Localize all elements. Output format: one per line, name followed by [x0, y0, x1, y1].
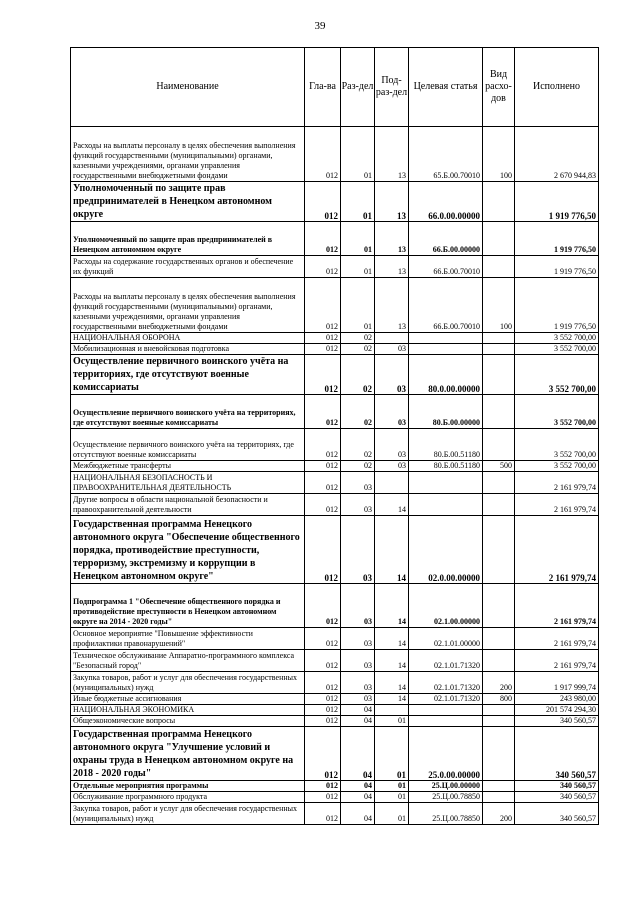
- row-name: Основное мероприятие "Повышение эффективности профилактики правонарушений": [71, 628, 305, 650]
- header-executed: Исполнено: [515, 48, 599, 127]
- row-target: 02.0.00.00000: [409, 516, 483, 584]
- header-section: Раз-дел: [341, 48, 375, 127]
- table-row: [71, 395, 599, 429]
- row-section: 04: [341, 792, 375, 803]
- row-name: Расходы на выплаты персоналу в целях обеспечения выполнения функций государственными (муниципальными) органами, казенными учреждениями, органами управления государственными внебюджетными фондами: [71, 278, 305, 333]
- row-amount: 2 161 979,74: [515, 584, 599, 628]
- row-chapter: 012: [305, 781, 341, 792]
- row-chapter: 012: [305, 344, 341, 355]
- row-chapter: 012: [305, 429, 341, 461]
- table-row: [71, 584, 599, 628]
- row-section: 02: [341, 395, 375, 429]
- table-row: [71, 628, 599, 650]
- row-name: Техническое обслуживание Аппаратно-программного комплекса "Безопасный город": [71, 650, 305, 672]
- row-amount: 340 560,57: [515, 781, 599, 792]
- row-chapter: 012: [305, 182, 341, 222]
- table-row: [71, 716, 599, 727]
- row-target: 65.Б.00.70010: [409, 127, 483, 182]
- table-row: [71, 516, 599, 584]
- row-expense-type: 100: [483, 127, 515, 182]
- row-name: Общеэкономические вопросы: [71, 716, 305, 727]
- row-subsection: 14: [375, 494, 409, 516]
- row-section: 03: [341, 694, 375, 705]
- table-row: [71, 333, 599, 344]
- row-section: 04: [341, 716, 375, 727]
- row-chapter: 012: [305, 355, 341, 395]
- row-expense-type: [483, 472, 515, 494]
- row-target: 66.Б.00.70010: [409, 278, 483, 333]
- row-amount: 201 574 294,30: [515, 705, 599, 716]
- row-subsection: 13: [375, 278, 409, 333]
- row-chapter: 012: [305, 222, 341, 256]
- row-amount: 1 919 776,50: [515, 256, 599, 278]
- row-target: [409, 716, 483, 727]
- row-name: НАЦИОНАЛЬНАЯ ОБОРОНА: [71, 333, 305, 344]
- row-subsection: 01: [375, 727, 409, 781]
- table-row: [71, 803, 599, 825]
- table-row: [71, 278, 599, 333]
- row-subsection: 13: [375, 222, 409, 256]
- row-subsection: 14: [375, 516, 409, 584]
- row-amount: 1 919 776,50: [515, 222, 599, 256]
- row-target: 02.1.01.71320: [409, 694, 483, 705]
- row-subsection: 13: [375, 182, 409, 222]
- row-target: 80.Б.00.00000: [409, 395, 483, 429]
- row-chapter: 012: [305, 333, 341, 344]
- row-chapter: 012: [305, 628, 341, 650]
- row-section: 03: [341, 650, 375, 672]
- row-name: Расходы на содержание государственных органов и обеспечение их функций: [71, 256, 305, 278]
- row-section: 03: [341, 472, 375, 494]
- row-subsection: 01: [375, 792, 409, 803]
- row-name: Государственная программа Ненецкого автономного округа "Улучшение условий и охраны труда в Ненецком автономном округе на 2018 - 2020 годы": [71, 727, 305, 781]
- row-subsection: 03: [375, 429, 409, 461]
- row-target: 25.Ц.00.78850: [409, 792, 483, 803]
- row-name: Государственная программа Ненецкого автономного округа "Обеспечение общественного порядка, противодействие преступности, терроризму, экстремизму и коррупции в Ненецком автономном округе": [71, 516, 305, 584]
- row-target: 02.1.01.71320: [409, 650, 483, 672]
- row-subsection: 14: [375, 650, 409, 672]
- row-chapter: 012: [305, 792, 341, 803]
- row-section: 01: [341, 222, 375, 256]
- row-expense-type: [483, 716, 515, 727]
- row-expense-type: 500: [483, 461, 515, 472]
- row-expense-type: [483, 222, 515, 256]
- row-amount: 3 552 700,00: [515, 395, 599, 429]
- row-section: 03: [341, 672, 375, 694]
- row-target: [409, 494, 483, 516]
- row-subsection: [375, 472, 409, 494]
- row-subsection: 03: [375, 355, 409, 395]
- row-target: [409, 333, 483, 344]
- table-row: [71, 672, 599, 694]
- row-target: [409, 472, 483, 494]
- row-section: 04: [341, 727, 375, 781]
- row-name: Отдельные мероприятия программы: [71, 781, 305, 792]
- row-subsection: [375, 333, 409, 344]
- row-target: 80.Б.00.51180: [409, 461, 483, 472]
- row-amount: 2 670 944,83: [515, 127, 599, 182]
- row-subsection: [375, 705, 409, 716]
- table-row: [71, 344, 599, 355]
- row-expense-type: [483, 494, 515, 516]
- row-subsection: 14: [375, 694, 409, 705]
- row-expense-type: 200: [483, 803, 515, 825]
- row-section: 03: [341, 584, 375, 628]
- row-name: Обслуживание программного продукта: [71, 792, 305, 803]
- row-target: 25.Ц.00.00000: [409, 781, 483, 792]
- table-row: [71, 355, 599, 395]
- row-chapter: 012: [305, 127, 341, 182]
- table-row: [71, 727, 599, 781]
- row-section: 03: [341, 628, 375, 650]
- table-row: [71, 127, 599, 182]
- row-name: Уполномоченный по защите прав предпринимателей в Ненецком автономном округе: [71, 182, 305, 222]
- row-expense-type: [483, 355, 515, 395]
- row-expense-type: [483, 429, 515, 461]
- row-name: Расходы на выплаты персоналу в целях обеспечения выполнения функций государственными (муниципальными) органами, казенными учреждениями, органами управления государственными внебюджетными фондами: [71, 127, 305, 182]
- row-chapter: 012: [305, 672, 341, 694]
- row-amount: 3 552 700,00: [515, 355, 599, 395]
- row-expense-type: [483, 516, 515, 584]
- row-expense-type: 800: [483, 694, 515, 705]
- row-subsection: 13: [375, 127, 409, 182]
- row-section: 02: [341, 429, 375, 461]
- row-name: НАЦИОНАЛЬНАЯ БЕЗОПАСНОСТЬ И ПРАВООХРАНИТЕЛЬНАЯ ДЕЯТЕЛЬНОСТЬ: [71, 472, 305, 494]
- row-amount: 340 560,57: [515, 792, 599, 803]
- row-subsection: 14: [375, 628, 409, 650]
- row-target: 80.Б.00.51180: [409, 429, 483, 461]
- header-chapter: Гла-ва: [305, 48, 341, 127]
- row-name: НАЦИОНАЛЬНАЯ ЭКОНОМИКА: [71, 705, 305, 716]
- row-expense-type: [483, 781, 515, 792]
- row-chapter: 012: [305, 803, 341, 825]
- row-amount: 2 161 979,74: [515, 516, 599, 584]
- row-name: Межбюджетные трансферты: [71, 461, 305, 472]
- row-target: 25.0.00.00000: [409, 727, 483, 781]
- row-expense-type: [483, 650, 515, 672]
- row-chapter: 012: [305, 461, 341, 472]
- row-section: 01: [341, 256, 375, 278]
- header-expense-type: Вид расхо-дов: [483, 48, 515, 127]
- row-subsection: 14: [375, 672, 409, 694]
- row-section: 02: [341, 461, 375, 472]
- row-subsection: 01: [375, 716, 409, 727]
- row-target: 02.1.01.71320: [409, 672, 483, 694]
- row-expense-type: [483, 256, 515, 278]
- row-name: Осуществление первичного воинского учёта на территориях, где отсутствуют военные комиссариаты: [71, 395, 305, 429]
- row-name: Осуществление первичного воинского учёта на территориях, где отсутствуют военные комиссариаты: [71, 429, 305, 461]
- row-chapter: 012: [305, 395, 341, 429]
- table-header-row: [71, 48, 599, 127]
- row-chapter: 012: [305, 694, 341, 705]
- row-target: 66.Б.00.70010: [409, 256, 483, 278]
- row-expense-type: [483, 584, 515, 628]
- row-name: Подпрограмма 1 "Обеспечение общественного порядка и противодействие преступности в Ненецком автономном округе на 2014 - 2020 годы": [71, 584, 305, 628]
- table-row: [71, 650, 599, 672]
- row-target: [409, 344, 483, 355]
- row-chapter: 012: [305, 727, 341, 781]
- row-expense-type: 100: [483, 278, 515, 333]
- row-chapter: 012: [305, 516, 341, 584]
- row-target: [409, 705, 483, 716]
- row-name: Иные бюджетные ассигнования: [71, 694, 305, 705]
- table-row: [71, 429, 599, 461]
- row-section: 01: [341, 182, 375, 222]
- row-section: 04: [341, 705, 375, 716]
- row-name: Закупка товаров, работ и услуг для обеспечения государственных (муниципальных) нужд: [71, 672, 305, 694]
- row-target: 66.Б.00.00000: [409, 222, 483, 256]
- row-amount: 3 552 700,00: [515, 429, 599, 461]
- row-amount: 340 560,57: [515, 803, 599, 825]
- row-expense-type: [483, 705, 515, 716]
- table-row: [71, 494, 599, 516]
- row-chapter: 012: [305, 716, 341, 727]
- row-name: Мобилизационная и вневойсковая подготовка: [71, 344, 305, 355]
- row-target: 02.1.00.00000: [409, 584, 483, 628]
- row-chapter: 012: [305, 584, 341, 628]
- row-expense-type: [483, 727, 515, 781]
- row-amount: 3 552 700,00: [515, 333, 599, 344]
- header-target: Целевая статья: [409, 48, 483, 127]
- row-subsection: 03: [375, 344, 409, 355]
- row-section: 01: [341, 278, 375, 333]
- row-chapter: 012: [305, 494, 341, 516]
- row-subsection: 03: [375, 395, 409, 429]
- table-row: [71, 781, 599, 792]
- row-target: 25.Ц.00.78850: [409, 803, 483, 825]
- row-expense-type: 200: [483, 672, 515, 694]
- row-name: Осуществление первичного воинского учёта на территориях, где отсутствуют военные комиссариаты: [71, 355, 305, 395]
- row-name: Закупка товаров, работ и услуг для обеспечения государственных (муниципальных) нужд: [71, 803, 305, 825]
- row-chapter: 012: [305, 278, 341, 333]
- table-row: [71, 792, 599, 803]
- row-amount: 1 917 999,74: [515, 672, 599, 694]
- row-amount: 2 161 979,74: [515, 628, 599, 650]
- table-row: [71, 256, 599, 278]
- table-row: [71, 222, 599, 256]
- table-row: [71, 472, 599, 494]
- row-name: Уполномоченный по защите прав предпринимателей в Ненецком автономном округе: [71, 222, 305, 256]
- row-amount: 2 161 979,74: [515, 650, 599, 672]
- row-amount: 243 980,00: [515, 694, 599, 705]
- row-section: 02: [341, 333, 375, 344]
- row-expense-type: [483, 628, 515, 650]
- row-expense-type: [483, 395, 515, 429]
- row-section: 03: [341, 516, 375, 584]
- header-subsection: Под-раз-дел: [375, 48, 409, 127]
- row-amount: 340 560,57: [515, 716, 599, 727]
- row-section: 01: [341, 127, 375, 182]
- row-name: Другие вопросы в области национальной безопасности и правоохранительной деятельности: [71, 494, 305, 516]
- row-chapter: 012: [305, 650, 341, 672]
- row-chapter: 012: [305, 472, 341, 494]
- row-amount: 3 552 700,00: [515, 461, 599, 472]
- row-chapter: 012: [305, 705, 341, 716]
- table-row: [71, 705, 599, 716]
- row-expense-type: [483, 182, 515, 222]
- row-target: 66.0.00.00000: [409, 182, 483, 222]
- header-name: Наименование: [71, 48, 305, 127]
- row-target: 02.1.01.00000: [409, 628, 483, 650]
- row-amount: 340 560,57: [515, 727, 599, 781]
- row-amount: 2 161 979,74: [515, 494, 599, 516]
- row-subsection: 03: [375, 461, 409, 472]
- row-section: 02: [341, 344, 375, 355]
- table-row: [71, 182, 599, 222]
- row-section: 03: [341, 494, 375, 516]
- row-subsection: 01: [375, 803, 409, 825]
- row-section: 02: [341, 355, 375, 395]
- row-expense-type: [483, 792, 515, 803]
- row-subsection: 14: [375, 584, 409, 628]
- row-subsection: 01: [375, 781, 409, 792]
- row-expense-type: [483, 344, 515, 355]
- row-chapter: 012: [305, 256, 341, 278]
- page-number: 39: [314, 20, 326, 32]
- table-row: [71, 694, 599, 705]
- row-amount: 1 919 776,50: [515, 278, 599, 333]
- row-amount: 3 552 700,00: [515, 344, 599, 355]
- row-subsection: 13: [375, 256, 409, 278]
- row-amount: 1 919 776,50: [515, 182, 599, 222]
- row-section: 04: [341, 781, 375, 792]
- row-target: 80.0.00.00000: [409, 355, 483, 395]
- budget-table: [70, 47, 599, 825]
- row-expense-type: [483, 333, 515, 344]
- row-section: 04: [341, 803, 375, 825]
- table-row: [71, 461, 599, 472]
- row-amount: 2 161 979,74: [515, 472, 599, 494]
